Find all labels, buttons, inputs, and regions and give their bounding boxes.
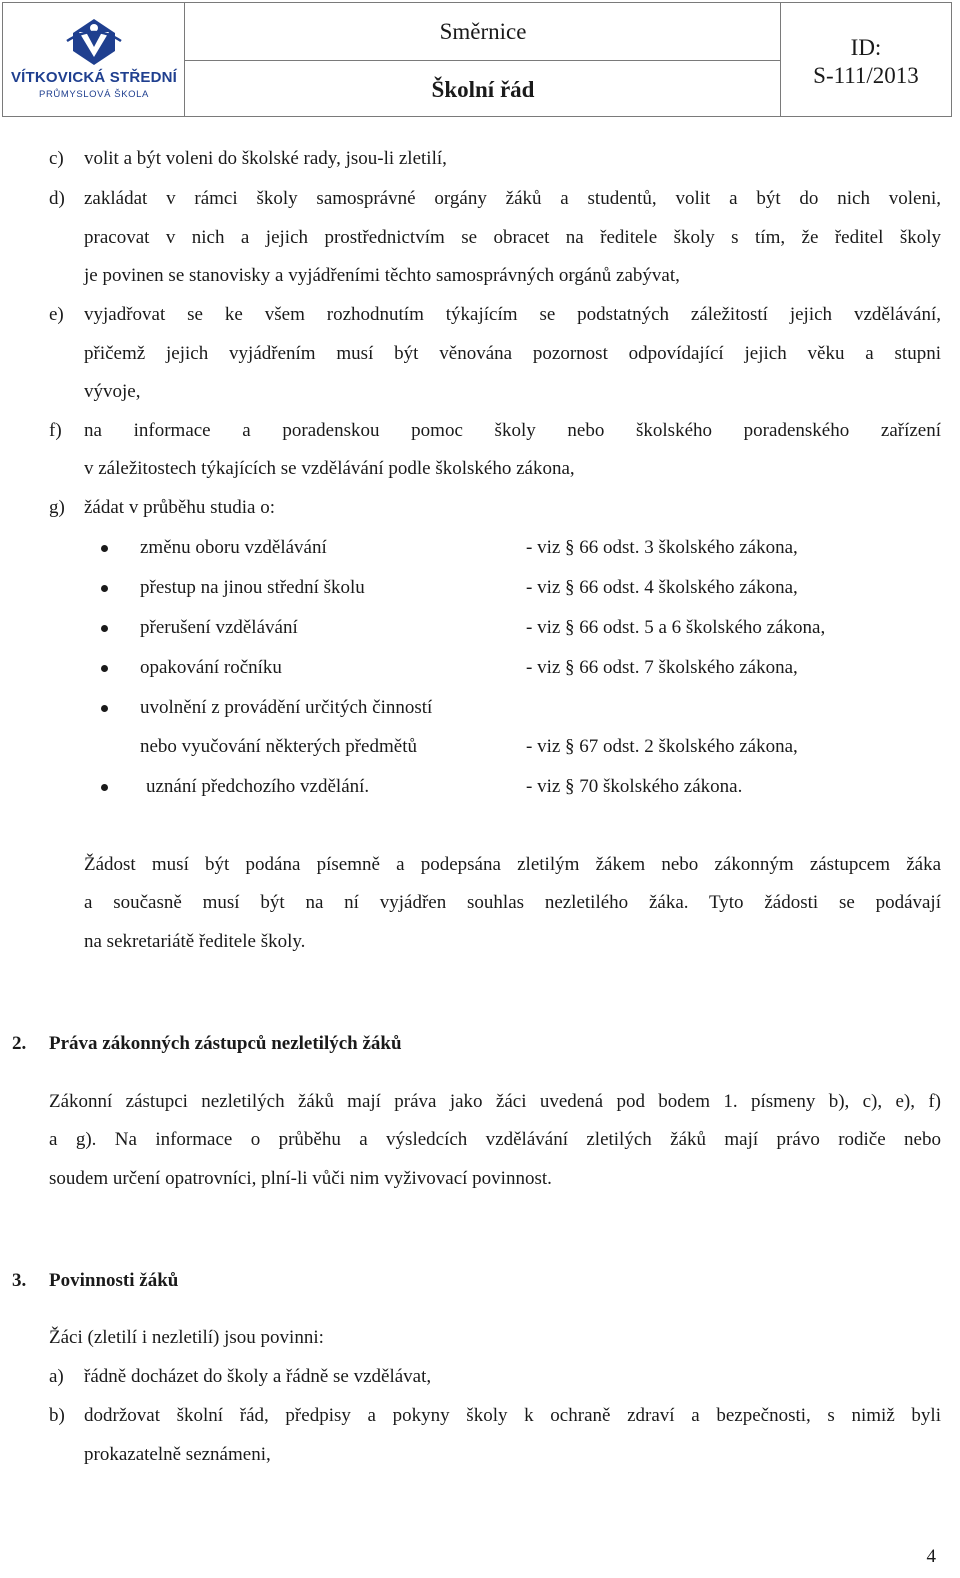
bullet-icon [101,585,108,592]
section-2-line-3: soudem určení opatrovníci, plní-li vůči nim vyživovací povinnost. [49,1168,552,1189]
section-2-title: Práva zákonných zástupců nezletilých žáků [49,1033,402,1054]
section-3-number: 3. [12,1270,27,1291]
bullet-icon [101,625,108,632]
bullet-item: přerušení vzdělávání [140,617,298,638]
header-divider [185,60,781,61]
list-item-e-line-1: vyjadřovat se ke všem rozhodnutím týkajícím se podstatných záležitostí jejich vzdělávání, [84,304,941,325]
list-marker-a: a) [49,1366,64,1387]
bullet-icon [101,784,108,791]
list-item-f-line-2: v záležitostech týkajících se vzdělávání podle školského zákona, [84,458,575,479]
section-3-intro: Žáci (zletilí i nezletilí) jsou povinni: [49,1327,324,1348]
list-item-a: řádně docházet do školy a řádně se vzdělávat, [84,1366,432,1387]
list-marker-c: c) [49,148,64,169]
section-2-line-1: Zákonní zástupci nezletilých žáků mají práva jako žáci uvedená pod bodem 1. písmeny b), c), e), f) [49,1091,941,1112]
document-type: Směrnice [439,19,527,44]
list-item-d-line-3: je povinen se stanovisky a vyjádřeními těchto samosprávných orgánů zabývat, [84,265,680,286]
bullet-icon [101,705,108,712]
bullet-ref: - viz § 67 odst. 2 školského zákona, [526,736,798,757]
id-value: S-111/2013 [813,63,919,88]
bullet-ref: - viz § 66 odst. 3 školského zákona, [526,537,798,558]
id-label: ID: [850,35,882,60]
bullet-ref: - viz § 70 školského zákona. [526,776,743,797]
section-3-title: Povinnosti žáků [49,1270,179,1291]
list-marker-g: g) [49,497,65,518]
bullet-ref: - viz § 66 odst. 4 školského zákona, [526,577,798,598]
request-note-line-3: na sekretariátě ředitele školy. [84,931,306,952]
bullet-ref: - viz § 66 odst. 7 školského zákona, [526,657,798,678]
section-2-line-2: a g). Na informace o průběhu a výsledcích vzdělávání zletilých žáků mají právo rodiče nebo [49,1129,941,1150]
document-header [2,2,952,117]
request-note-line-1: Žádost musí být podána písemně a podepsána zletilým žákem nebo zákonným zástupcem žáka [84,854,941,875]
bullet-item: opakování ročníku [140,657,282,678]
bullet-icon [101,545,108,552]
logo-subtitle: PRŮMYSLOVÁ ŠKOLA [39,89,149,100]
list-item-e-line-3: vývoje, [84,381,141,402]
list-item-e-line-2: přičemž jejich vyjádřením musí být věnována pozornost odpovídající jejich věku a stupni [84,343,941,364]
list-item-g: žádat v průběhu studia o: [84,497,276,518]
school-logo-icon [65,17,123,67]
section-2-number: 2. [12,1033,27,1054]
list-item-d-line-2: pracovat v nich a jejich prostřednictvím se obracet na ředitele školy s tím, že ředitel školy [84,227,941,248]
list-item-c: volit a být voleni do školské rady, jsou-li zletilí, [84,148,447,169]
request-note-line-2: a současně musí být na ní vyjádřen souhlas nezletilého žáka. Tyto žádosti se podávají [84,892,941,913]
logo-cell [3,3,185,116]
bullet-item: uznání předchozího vzdělání. [146,776,370,797]
document-title: Školní řád [431,77,535,102]
list-item-b-line-2: prokazatelně seznámeni, [84,1444,271,1465]
bullet-item: uvolnění z provádění určitých činností [140,697,433,718]
list-marker-d: d) [49,188,65,209]
bullet-icon [101,665,108,672]
list-item-d-line-1: zakládat v rámci školy samosprávné orgány žáků a studentů, volit a být do nich voleni, [84,188,941,209]
list-item-f-line-1: na informace a poradenskou pomoc školy nebo školského poradenského zařízení [84,420,941,441]
list-marker-b: b) [49,1405,65,1426]
list-marker-f: f) [49,420,62,441]
bullet-item-continuation: nebo vyučování některých předmětů [140,736,417,757]
id-cell [781,3,951,116]
logo-name: VÍTKOVICKÁ STŘEDNÍ [10,69,178,86]
bullet-ref: - viz § 66 odst. 5 a 6 školského zákona, [526,617,826,638]
bullet-item: přestup na jinou střední školu [140,577,365,598]
list-marker-e: e) [49,304,64,325]
list-item-b-line-1: dodržovat školní řád, předpisy a pokyny školy k ochraně zdraví a bezpečnosti, s nimiž byli [84,1405,941,1426]
bullet-item: změnu oboru vzdělávání [140,537,327,558]
page-number: 4 [926,1546,936,1567]
